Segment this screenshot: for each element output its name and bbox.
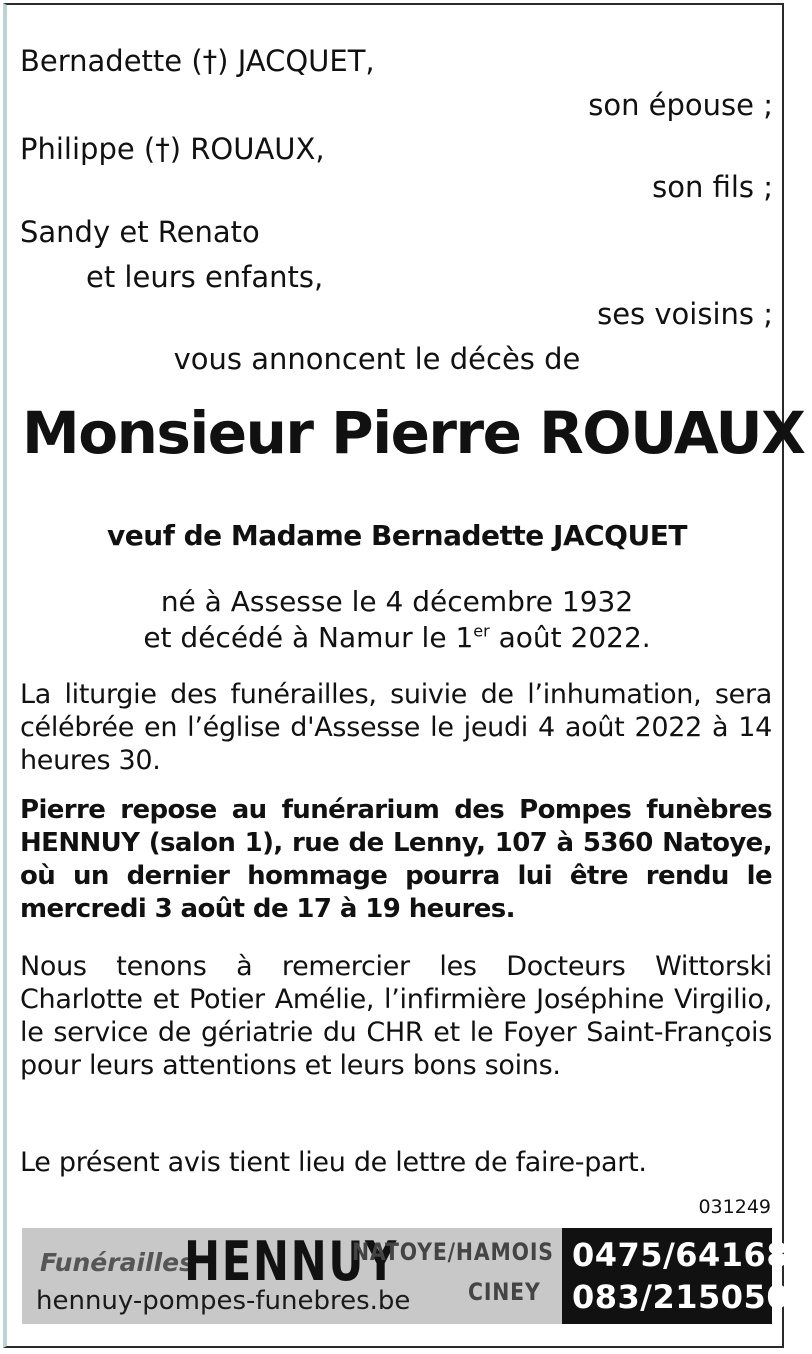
banner-funerailles: Funérailles	[40, 1248, 194, 1277]
family-line-3: Philippe (†) ROUAUX,	[20, 132, 325, 166]
family-line-2: son épouse ;	[588, 88, 773, 122]
death-line-post: août 2022.	[489, 621, 651, 654]
notice-paragraph: Le présent avis tient lieu de lettre de faire-part.	[20, 1147, 647, 1178]
thanks-paragraph: Nous tenons à remercier les Docteurs Wittorski Charlotte et Potier Amélie, l’infirmière Joséphine Virgilio, le service de gériatrie du CHR et le Foyer Saint-François pour leurs attentions et leurs bons soins.	[20, 951, 772, 1081]
banner-phone-2[interactable]: 083/215050	[572, 1278, 790, 1316]
funeral-home-banner	[22, 1228, 812, 1324]
banner-website-link[interactable]: hennuy-pompes-funebres.be	[36, 1286, 411, 1316]
announce-line: vous annoncent le décès de	[173, 342, 581, 376]
family-line-6: et leurs enfants,	[86, 260, 324, 294]
banner-location-2: CINEY	[468, 1278, 541, 1306]
reference-number: 031249	[698, 1196, 771, 1218]
banner-location-1: NATOYE/HAMOIS	[352, 1238, 554, 1266]
deceased-name: Monsieur Pierre ROUAUX	[22, 399, 805, 467]
family-line-7: ses voisins ;	[597, 297, 773, 331]
banner-brand-logo: HENNUY	[184, 1230, 398, 1293]
death-line	[22, 620, 772, 656]
death-line-pre: et décédé à Namur le 1	[143, 621, 474, 654]
widower-line: veuf de Madame Bernadette JACQUET	[107, 519, 687, 552]
death-line-sup: er	[473, 621, 490, 641]
birth-line: né à Assesse le 4 décembre 1932	[160, 585, 634, 618]
family-line-4: son fils ;	[652, 170, 773, 204]
liturgy-paragraph: La liturgie des funérailles, suivie de l’inhumation, sera célébrée en l’église d'Assesse le jeudi 4 août 2022 à 14 heures 30.	[20, 679, 772, 776]
family-line-5: Sandy et Renato	[20, 215, 260, 249]
repose-paragraph: Pierre repose au funérarium des Pompes funèbres HENNUY (salon 1), rue de Lenny, 107 à 5360 Natoye, où un dernier hommage pourra lui être rendu le mercredi 3 août de 17 à 19 heures.	[20, 795, 772, 924]
family-line-1: Bernadette (†) JACQUET,	[20, 44, 375, 78]
banner-phone-block	[562, 1228, 812, 1324]
banner-phone-1[interactable]: 0475/641682	[572, 1236, 812, 1274]
